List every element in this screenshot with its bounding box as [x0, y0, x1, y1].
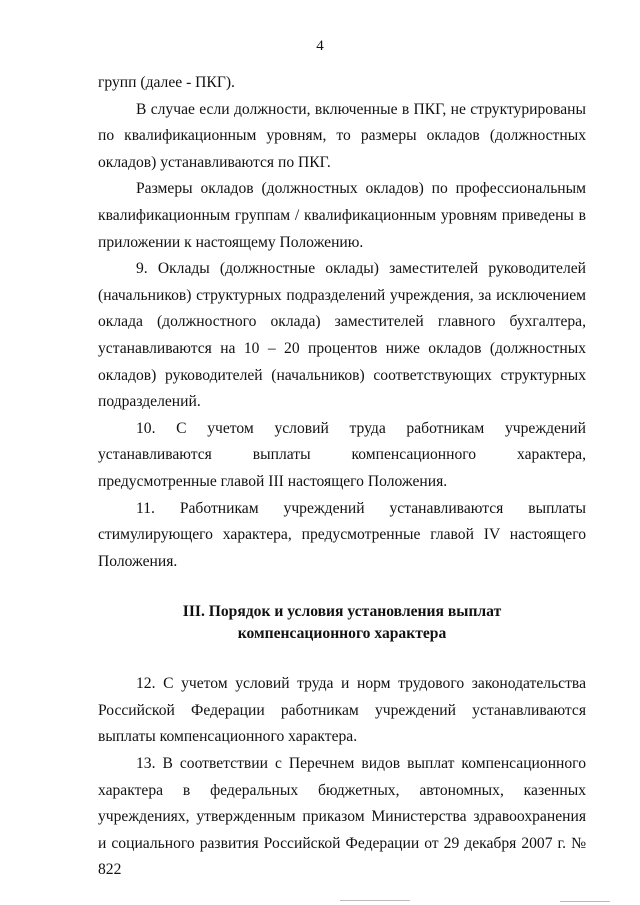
paragraph-item-10: 10. С учетом условий труда работникам учреждений устанавливаются выплаты компенсационного характера, предусмотренные главой III настоящего Положения. — [98, 419, 586, 490]
page-number: 4 — [316, 38, 324, 54]
scan-artifact-line — [340, 900, 410, 901]
scan-artifact-line — [560, 901, 610, 902]
document-body — [98, 70, 586, 884]
paragraph-pkg-structure: В случае если должности, включенные в ПКГ, не структурированы по квалификационным уровням, то размеры окладов (должностных окладов) устанавливаются по ПКГ. — [98, 100, 586, 171]
paragraph-continuation: групп (далее - ПКГ). — [98, 74, 235, 91]
section-heading-line-1: III. Порядок и условия установления выплат — [182, 603, 502, 621]
paragraph-item-11: 11. Работникам учреждений устанавливаются выплаты стимулирующего характера, предусмотренные главой IV настоящего Положения. — [98, 499, 586, 570]
paragraph-item-12: 12. С учетом условий труда и норм трудового законодательства Российской Федерации работникам учреждений устанавливаются выплаты компенсационного характера. — [98, 675, 586, 746]
section-heading-line-2: компенсационного характера — [237, 625, 447, 643]
paragraph-item-13: 13. В соответствии с Перечнем видов выплат компенсационного характера в федеральных бюджетных, автономных, казенных учреждениях, утвержденным приказом Министерства здравоохранения и социального развития Российской Федерации от 29 декабря 2007 г. № 822 — [98, 755, 586, 879]
section-heading — [98, 601, 586, 645]
paragraph-item-9: 9. Оклады (должностные оклады) заместителей руководителей (начальников) структурных подразделений учреждения, за исключением оклада (должностного оклада) заместителей главного бухгалтера, устанавливаются на 10 – 20 процентов ниже окладов (должностных окладов) руководителей (начальников) соответствующих структурных подразделений. — [98, 260, 586, 411]
paragraph-salary-sizes: Размеры окладов (должностных окладов) по профессиональным квалификационным группам / квалификационным уровням приведены в приложении к настоящему Положению. — [98, 180, 586, 251]
